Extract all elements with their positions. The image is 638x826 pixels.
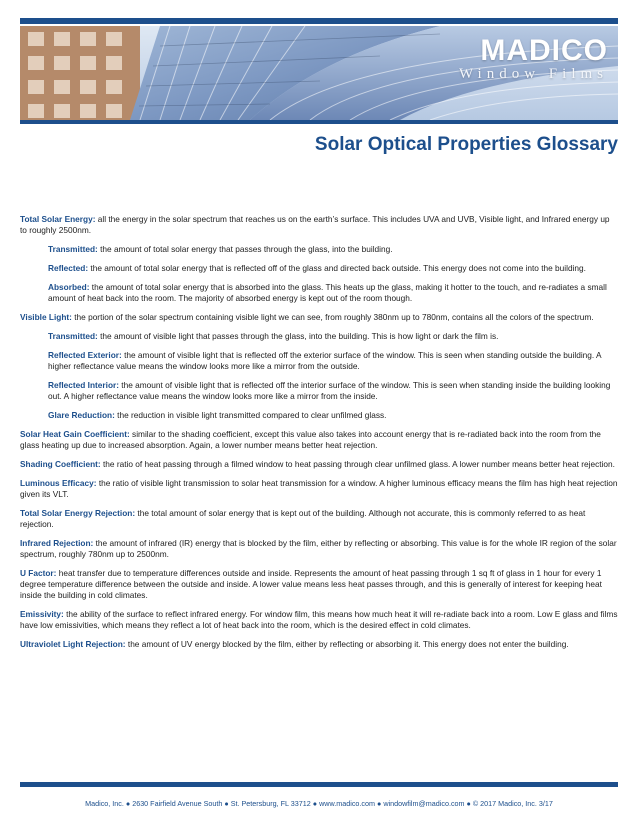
logo-wordmark: MADICO [480, 34, 608, 67]
glossary-definition: the amount of total solar energy that is reflected off of the glass and directed back outside. This energy does not come into the building. [88, 263, 586, 273]
glossary-entry [20, 568, 618, 601]
glossary-term: Ultraviolet Light Rejection: [20, 639, 126, 649]
glossary-term: Reflected Interior: [48, 380, 119, 390]
glossary-subentry [20, 263, 618, 274]
glossary-term: Total Solar Energy Rejection: [20, 508, 136, 518]
glossary-term: Reflected: [48, 263, 89, 273]
footer-contact-text: Madico, Inc. ● 2630 Fairfield Avenue South ● St. Petersburg, FL 33712 ● www.madico.com ● windowfilm@madico.com ● © 2017 Madico, Inc. 3/17 [85, 799, 553, 808]
glossary-term: Shading Coefficient: [20, 459, 101, 469]
glossary-definition: the amount of total solar energy that is absorbed into the glass. This heats up the glass, making it hotter to the touch, and re-radiates a small amount of heat back into the room. The majority of absorbed energy is kept out of the room though. [48, 282, 607, 303]
glossary-subentry [20, 380, 618, 402]
footer-bar [20, 782, 618, 787]
glossary-definition: the portion of the solar spectrum containing visible light we can see, from roughly 380nm up to 780nm, contains all the colors of the spectrum. [71, 312, 594, 322]
glossary-term: Visible Light: [20, 312, 72, 322]
glossary-definition: the amount of visible light that is reflected off the exterior surface of the window. This is seen when standing outside the building. A higher reflectance value means the window looks more like a mirror from the outside. [48, 350, 602, 371]
glossary-term: Glare Reduction: [48, 410, 115, 420]
glossary-definition: the amount of visible light that is reflected off the interior surface of the window. This is seen when standing inside the building looking out. A higher reflectance value means the window looks more like a mirror from the inside. [48, 380, 611, 401]
glossary-term: Solar Heat Gain Coefficient: [20, 429, 130, 439]
glossary-term: Emissivity: [20, 609, 64, 619]
glossary-subentry [20, 410, 618, 421]
glossary-definition: the amount of infrared (IR) energy that is blocked by the film, either by reflecting or absorbing. This value is for the whole IR region of the solar spectrum, roughly 780nm up to 2500nm. [20, 538, 617, 559]
glossary-definition: similar to the shading coefficient, except this value also takes into account energy that is re-radiated back into the room from the glass heating up due to increased absorption. Again, a lower number means better heat rejection. [20, 429, 601, 450]
glossary-term: Infrared Rejection: [20, 538, 94, 548]
glossary-definition: the amount of total solar energy that passes through the glass, into the building. [97, 244, 393, 254]
glossary-list [20, 214, 618, 658]
header-top-bar [20, 18, 618, 24]
glossary-term: Total Solar Energy: [20, 214, 96, 224]
logo-tagline: Window Films [459, 66, 608, 82]
glossary-subentry [20, 282, 618, 304]
glossary-term: Reflected Exterior: [48, 350, 122, 360]
glossary-term: Luminous Efficacy: [20, 478, 97, 488]
madico-logo [459, 34, 608, 83]
glossary-term: Transmitted: [48, 331, 98, 341]
glossary-term: U Factor: [20, 568, 57, 578]
header-bottom-bar [20, 120, 618, 124]
page-title: Solar Optical Properties Glossary [314, 134, 618, 155]
glossary-definition: the ratio of visible light transmission to solar heat transmission for a window. A higher luminous efficacy means the film has high heat rejection given its VLT. [20, 478, 618, 499]
glossary-entry [20, 478, 618, 500]
glossary-subentry [20, 244, 618, 255]
glossary-entry [20, 538, 618, 560]
glossary-subentry [20, 350, 618, 372]
glossary-definition: the total amount of solar energy that is kept out of the building. Although not accurate, this is commonly referred to as heat rejection. [20, 508, 586, 529]
glossary-entry [20, 609, 618, 631]
glossary-term: Absorbed: [48, 282, 90, 292]
glossary-definition: the ability of the surface to reflect infrared energy. For window film, this means how much heat it will re-radiate back into a room. Low E glass and films have low emissivities, which means they reflect a lot of heat back into the room, which is the desired effect in cold climates. [20, 609, 618, 630]
glossary-entry [20, 639, 618, 650]
glossary-definition: the reduction in visible light transmitted compared to clear unfilmed glass. [114, 410, 387, 420]
glossary-entry [20, 214, 618, 236]
glossary-definition: the ratio of heat passing through a filmed window to heat passing through clear unfilmed glass. A lower number means better heat rejection. [100, 459, 615, 469]
glossary-definition: heat transfer due to temperature differences outside and inside. Represents the amount of heat passing through 1 sq ft of glass in 1 hour for every 1 degree temperature difference between the outside and inside. A lower value means less heat passes through, and this is generally of interest for keeping heat inside the building in cold climates. [20, 568, 602, 600]
glossary-definition: the amount of UV energy blocked by the film, either by reflecting or absorbing it. This energy does not enter the building. [125, 639, 569, 649]
header-banner-image [20, 26, 618, 120]
glossary-entry [20, 312, 618, 323]
glossary-definition: the amount of visible light that passes through the glass, into the building. This is how light or dark the film is. [97, 331, 499, 341]
glossary-subentry [20, 331, 618, 342]
glossary-term: Transmitted: [48, 244, 98, 254]
glossary-entry [20, 459, 618, 470]
glossary-definition: all the energy in the solar spectrum that reaches us on the earth’s surface. This includes UVA and UVB, Visible light, and Infrared energy up to roughly 2500nm. [20, 214, 610, 235]
glossary-entry [20, 508, 618, 530]
glossary-entry [20, 429, 618, 451]
